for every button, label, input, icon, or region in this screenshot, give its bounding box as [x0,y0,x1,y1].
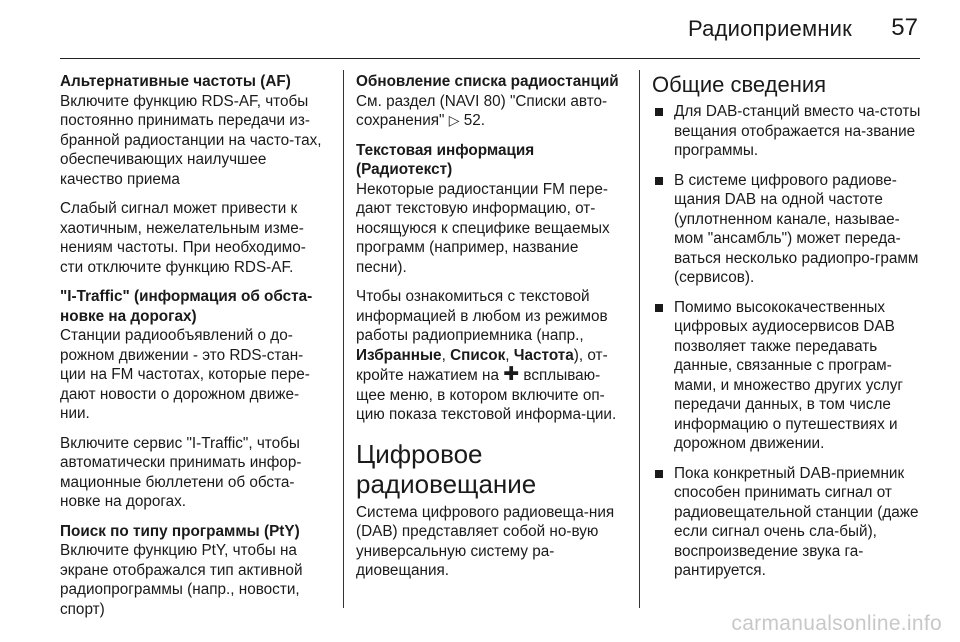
bullet-square-icon [655,304,663,312]
page-title: Радиоприемник [687,16,852,41]
menu-term-favorites: Избранные [356,346,442,364]
bullet-square-icon [655,177,663,185]
header-divider [60,58,920,59]
list-item [652,171,924,288]
section-pty [60,522,328,620]
bullet-square-icon [655,470,663,478]
list-item-text: Пока конкретный DAB-приемник способен принимать сигнал от радиовещательной станции (даже если сигнал очень сла-бый), воспроизведение звука га-рантируется. [674,464,919,579]
plus-icon: ✚ [503,364,520,385]
section-heading: Поиск по типу программы (PtY) [60,522,300,540]
section-itraffic [60,287,328,512]
text-run: , [505,346,514,364]
paragraph: Включите функцию RDS-AF, чтобы постоянно принимать передачи из-бранной радиостанции на часто-тах, обеспечивающих наилучшее качество приема [60,92,322,188]
text-run: 52. [459,112,486,129]
list-item-text: Помимо высококачественных цифровых аудиосервисов DAB позволяет также передавать данные, связанные с програм-мами, и множество других услуг передачи данных, в том числе информацию о путешествиях и дорожном движении. [674,298,903,452]
chapter-heading: Цифровое радиовещание [356,438,537,499]
menu-term-list: Список [450,346,506,364]
list-item [652,102,924,161]
section-dab [356,439,624,581]
page-number: 57 [891,14,918,41]
paragraph: Включите сервис "I-Traffic", чтобы автоматически принимать инфор-мационные бюллетени об обста-новке на дорогах. [60,434,302,510]
column-3 [652,72,924,591]
text-run: Чтобы ознакомиться с текстовой информацией в любом из режимов работы радиоприемника (напр., [356,288,608,344]
column-divider-1 [343,70,344,608]
page-header [0,0,960,60]
section-heading: Обновление списка радиостанций [356,73,619,90]
section-radiotext [356,141,624,425]
bullet-list [652,102,924,581]
section-heading: "I-Traffic" (информация об обста-новке на дорогах) [60,288,313,325]
column-divider-2 [639,70,640,608]
paragraph: Система цифрового радиовеща-ния (DAB) представляет собой но-вую универсальную систему ра-диовещания. [356,503,615,579]
list-item-text: Для DAB-станций вместо ча-стоты вещания отображается на-звание программы. [674,103,921,159]
section-af [60,72,328,277]
text-run: , [441,346,451,364]
column-1 [60,72,328,629]
column-2 [356,72,624,591]
paragraph: Станции радиообъявлений о до-рожном движении - это RDS-стан-ции на FM частотах, которые пере-дают новости о дорожном движе-нии. [60,327,310,422]
section-heading: Текстовая информация (Радиотекст) [356,141,535,178]
watermark: carmanualsonline.info [731,612,942,635]
bullet-square-icon [655,108,663,116]
section-station-list-update [356,72,624,131]
paragraph [356,92,624,131]
text-run: ), от-кройте нажатием на [356,346,608,384]
list-item [652,464,924,581]
list-item-text: В системе цифрового радиове-щания DAB на одной частоте (уплотненном канале, называе-мом "ансамбль") может переда-ваться несколько радиопро-грамм (сервисов). [674,171,919,286]
menu-term-frequency: Частота [513,346,574,364]
text-run: всплываю-щее меню, в котором включите оп-цию показа текстовой информа-ции. [356,367,617,423]
section-heading: Альтернативные частоты (AF) [60,73,291,90]
paragraph [356,287,624,425]
list-item [652,298,924,454]
section-heading-general: Общие сведения [652,72,827,97]
text-run: См. раздел (NAVI 80) "Списки авто-сохранения" [356,92,608,129]
page-ref-icon: ▷ [448,112,460,128]
paragraph: Слабый сигнал может привести к хаотичным, нежелательным изме-нениям частоты. При необходимо-сти отключите функцию RDS-AF. [60,200,306,276]
paragraph: Некоторые радиостанции FM пере-дают текстовую информацию, от-носящуюся к специфике вещаемых программ (например, название песни). [356,180,610,276]
paragraph: Включите функцию PtY, чтобы на экране отображался тип активной радиопрограммы (напр., новости, спорт) [60,542,303,618]
